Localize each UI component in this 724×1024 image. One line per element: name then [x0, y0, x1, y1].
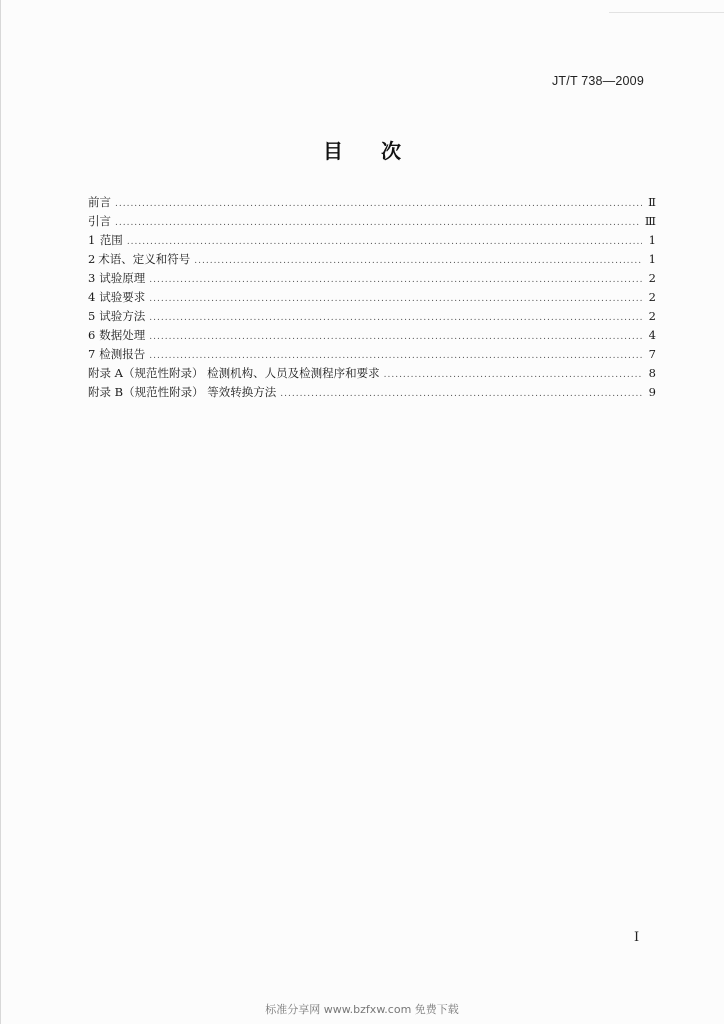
title-char-2: 次	[381, 139, 401, 163]
toc-leader-dots	[384, 366, 642, 385]
toc-entry-page: 2	[648, 309, 656, 323]
toc-entry-terms[interactable]	[88, 250, 656, 269]
toc-entry-appendix-a[interactable]	[88, 364, 656, 383]
toc-entry-foreword[interactable]	[88, 193, 656, 212]
toc-entry-label: 试验方法	[99, 309, 146, 323]
toc-entry-requirements[interactable]	[88, 288, 656, 307]
toc-entry-number: 6	[88, 328, 96, 342]
toc-leader-dots	[194, 252, 642, 271]
toc-entry-page: 2	[648, 290, 656, 304]
toc-entry-page: 8	[648, 366, 656, 380]
toc-entry-number: 2	[88, 252, 96, 266]
toc-entry-page: 1	[648, 252, 656, 266]
toc-entry-label: 试验要求	[99, 290, 146, 304]
watermark-footer: 标准分享网 www.bzfxw.com 免费下载	[265, 1003, 459, 1016]
toc-entry-number: 1	[88, 233, 96, 247]
toc-entry-introduction[interactable]	[88, 212, 656, 231]
toc-entry-label: 前言	[88, 195, 111, 209]
toc-entry-page: 4	[648, 328, 656, 342]
toc-entry-label: 附录 A（规范性附录） 检测机构、人员及检测程序和要求	[88, 366, 380, 380]
toc-entry-label: 试验原理	[99, 271, 146, 285]
toc-entry-page: 9	[648, 385, 656, 399]
toc-leader-dots	[280, 385, 642, 404]
toc-entry-report[interactable]	[88, 345, 656, 364]
toc-entry-label: 范围	[99, 233, 123, 247]
toc-leader-dots	[127, 233, 642, 252]
toc-entry-page: Ⅱ	[648, 195, 656, 209]
toc-entry-principle[interactable]	[88, 269, 656, 288]
toc-entry-scope[interactable]	[88, 231, 656, 250]
table-of-contents	[88, 193, 656, 402]
toc-entry-label: 术语、定义和符号	[98, 252, 191, 266]
toc-entry-number: 7	[88, 347, 96, 361]
scan-corner-mark	[609, 0, 724, 13]
toc-leader-dots	[149, 290, 642, 309]
toc-entry-page: 1	[648, 233, 656, 247]
toc-entry-page: 7	[648, 347, 656, 361]
toc-entry-label: 附录 B（规范性附录） 等效转换方法	[88, 385, 277, 399]
title-char-1: 目	[323, 139, 343, 163]
toc-entry-number: 4	[88, 290, 96, 304]
toc-entry-page: 2	[648, 271, 656, 285]
toc-entry-number: 5	[88, 309, 96, 323]
toc-entry-appendix-b[interactable]	[88, 383, 656, 402]
toc-entry-data-processing[interactable]	[88, 326, 656, 345]
toc-entry-label: 检测报告	[99, 347, 146, 361]
toc-leader-dots	[115, 195, 642, 214]
page-number: Ⅰ	[634, 930, 640, 945]
toc-leader-dots	[149, 309, 642, 328]
toc-entry-label: 引言	[88, 214, 111, 228]
toc-leader-dots	[149, 328, 642, 347]
toc-leader-dots	[149, 271, 642, 290]
page-title	[0, 135, 724, 164]
toc-leader-dots	[115, 214, 641, 233]
toc-entry-page: Ⅲ	[644, 214, 656, 228]
toc-entry-methods[interactable]	[88, 307, 656, 326]
standard-code: JT/T 738—2009	[551, 74, 644, 88]
toc-entry-label: 数据处理	[99, 328, 146, 342]
toc-entry-number: 3	[88, 271, 96, 285]
